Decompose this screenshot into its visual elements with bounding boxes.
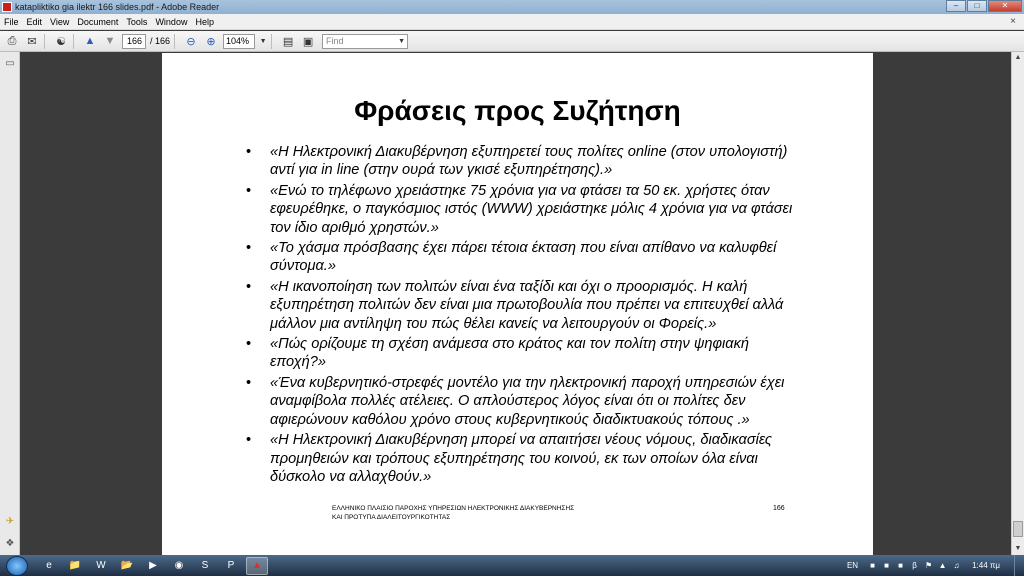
menu-bar [0, 14, 1024, 30]
scroll-down-icon[interactable]: ▼ [1014, 545, 1022, 552]
menu-view[interactable]: View [50, 16, 70, 27]
chrome-icon[interactable]: ◉ [174, 560, 184, 571]
window-controls [945, 0, 1022, 12]
clock[interactable]: 1:44 πμ [972, 561, 1000, 570]
comments-panel-icon[interactable]: ✈ [5, 516, 15, 527]
menu-file[interactable]: File [4, 16, 19, 27]
document-view[interactable] [21, 52, 1011, 555]
bullet-icon: • [246, 336, 252, 353]
folder-icon[interactable]: 📁 [68, 560, 82, 571]
page-total-label: / 166 [150, 36, 171, 46]
system-tray [847, 555, 1024, 576]
list-item [246, 431, 806, 486]
window-title: katapliktiko gia ilektr 166 slides.pdf - Adobe Reader [15, 2, 220, 12]
find-input[interactable] [322, 34, 408, 49]
word-icon[interactable]: W [96, 560, 106, 571]
toolbar-divider [73, 34, 74, 49]
email-icon[interactable]: ✉ [27, 35, 37, 48]
vertical-scrollbar[interactable] [1011, 52, 1024, 555]
fit-width-icon[interactable]: ▣ [302, 35, 314, 48]
pdf-page [162, 53, 873, 555]
menu-tools[interactable]: Tools [126, 16, 148, 27]
menu-help[interactable]: Help [195, 16, 214, 27]
explorer-icon[interactable]: 📂 [120, 560, 134, 571]
find-dropdown-icon[interactable]: ▼ [398, 37, 406, 45]
bullet-icon: • [246, 432, 252, 449]
fit-page-icon[interactable]: ▤ [282, 35, 294, 48]
toolbar-divider [174, 34, 175, 49]
bluetooth-icon[interactable]: β [912, 561, 917, 570]
toolbar-divider [271, 34, 272, 49]
footer-line-2: ΚΑΙ ΠΡΟΤΥΠΑ ΔΙΑΛΕΙΤΟΥΡΓΙΚΟΤΗΤΑΣ [332, 514, 451, 521]
bullet-text: «Η Ηλεκτρονική Διακυβέρνηση εξυπηρετεί τους πολίτες online (στον υπολογιστή) αντί για in line (στην ουρά των γκισέ εξυπηρέτησης).» [270, 144, 788, 179]
bullet-text: «Η Ηλεκτρονική Διακυβέρνηση μπορεί να απαιτήσει νέους νόμους, διαδικασίες προμηθειών και τρόπους εξυπηρέτησης του κοινού, εκ των οποίων όλα είναι δύσκολο να αλλαχθούν.» [270, 432, 773, 485]
pages-panel-icon[interactable]: ▭ [5, 58, 15, 69]
zoom-level-input[interactable]: 104% [223, 34, 255, 49]
page-number-input[interactable]: 166 [122, 34, 146, 49]
tray-app-icon[interactable]: ■ [870, 561, 875, 570]
list-item [246, 182, 806, 237]
ie-icon[interactable]: e [46, 560, 52, 571]
zoom-in-icon[interactable]: ⊕ [206, 35, 216, 48]
toolbar [0, 31, 1024, 52]
toolbar-divider [44, 34, 45, 49]
bullet-text: «Η ικανοποίηση των πολιτών είναι ένα ταξίδι και όχι ο προορισμός. Η καλή εξυπηρέτηση πολιτών δεν είναι μια πρωτοβουλία που πρέπει να επιτευχθεί αλλά μάλλον μια αντίληψη του πώς θέλει κανείς να λειτουργούν οι Φορείς.» [270, 278, 784, 332]
slide-footer [332, 504, 574, 522]
bullet-icon: • [246, 374, 252, 391]
tray-app-icon[interactable]: ■ [884, 561, 889, 570]
list-item [246, 374, 806, 429]
collaborate-icon[interactable]: ☯ [56, 35, 66, 48]
tray-app-icon[interactable]: ■ [898, 561, 903, 570]
powerpoint-icon[interactable]: P [227, 560, 235, 571]
media-player-icon[interactable]: ▶ [149, 560, 157, 571]
menu-edit[interactable]: Edit [26, 16, 43, 27]
next-page-icon[interactable]: ▼ [104, 35, 116, 47]
adobe-reader-task-icon[interactable]: ▲ [246, 557, 268, 575]
bullet-icon: • [246, 182, 252, 199]
network-icon[interactable]: ▲ [938, 561, 947, 570]
menu-document[interactable]: Document [77, 16, 119, 27]
list-item [246, 278, 806, 333]
bullet-icon: • [246, 240, 252, 257]
bullet-text: «Ενώ το τηλέφωνο χρειάστηκε 75 χρόνια για να φτάσει τα 50 εκ. χρήστες όταν εφευρέθηκε, ο παγκόσμιος ιστός (WWW) χρειάστηκε μόλις 4 χρόνια για να φτάσει τον ίδιο αριθμό χρηστών.» [270, 182, 793, 236]
close-button[interactable]: ✕ [988, 0, 1022, 12]
volume-icon[interactable]: ♫ [953, 561, 960, 570]
zoom-out-icon[interactable]: ⊖ [186, 35, 196, 48]
minimize-button[interactable]: – [946, 0, 966, 12]
bullet-icon: • [246, 278, 252, 295]
taskbar [0, 555, 1024, 576]
print-icon[interactable]: ⎙ [7, 34, 17, 47]
bullet-text: «Το χάσμα πρόσβασης έχει πάρει τέτοια έκταση που είναι απίθανο να καλυφθεί σύντομα.» [270, 240, 777, 275]
footer-line-1: ΕΛΛΗΝΙΚΟ ΠΛΑΙΣΙΟ ΠΑΡΟΧΗΣ ΥΠΗΡΕΣΙΩΝ ΗΛΕΚΤΡΟΝΙΚΗΣ ΔΙΑΚΥΒΕΡΝΗΣΗΣ [332, 505, 575, 512]
flag-icon[interactable]: ⚑ [924, 561, 933, 570]
show-desktop-button[interactable] [1014, 555, 1024, 576]
previous-page-icon[interactable]: ▲ [84, 35, 96, 47]
navigation-pane [0, 52, 20, 555]
bullet-icon: • [246, 144, 252, 160]
slide-page-number: 166 [773, 505, 785, 512]
attachments-panel-icon[interactable]: ❖ [5, 538, 15, 549]
document-close-icon[interactable]: × [1010, 16, 1016, 27]
skype-icon[interactable]: S [201, 560, 209, 571]
maximize-button[interactable]: □ [967, 0, 987, 12]
title-bar [0, 0, 1024, 14]
bullet-list [246, 143, 806, 488]
slide-title: Φράσεις προς Συζήτηση [354, 95, 681, 126]
list-item [246, 143, 806, 180]
bullet-text: «Πώς ορίζουμε τη σχέση ανάμεσα στο κράτος και τον πολίτη στην ψηφιακή εποχή?» [270, 336, 750, 371]
scroll-up-icon[interactable]: ▲ [1014, 54, 1022, 61]
scrollbar-thumb[interactable] [1013, 521, 1023, 537]
list-item [246, 335, 806, 372]
bullet-text: «Ένα κυβερνητικό-στρεφές μοντέλο για την ηλεκτρονική παροχή υπηρεσιών έχει αναμφίβολα πολλές ατέλειες. Ο απλούστερος λόγος είναι ότι οι πολίτες δεν αφιερώνουν καθόλου χρόνο στους κυβερνητικούς διαδικτυακούς τόπους .» [270, 374, 785, 428]
start-button[interactable] [6, 556, 28, 576]
find-placeholder: Find [326, 35, 344, 46]
adobe-reader-icon [2, 2, 12, 12]
language-indicator[interactable]: EN [846, 561, 859, 570]
menu-window[interactable]: Window [155, 16, 188, 27]
zoom-dropdown-icon[interactable]: ▼ [259, 37, 267, 45]
list-item [246, 239, 806, 276]
